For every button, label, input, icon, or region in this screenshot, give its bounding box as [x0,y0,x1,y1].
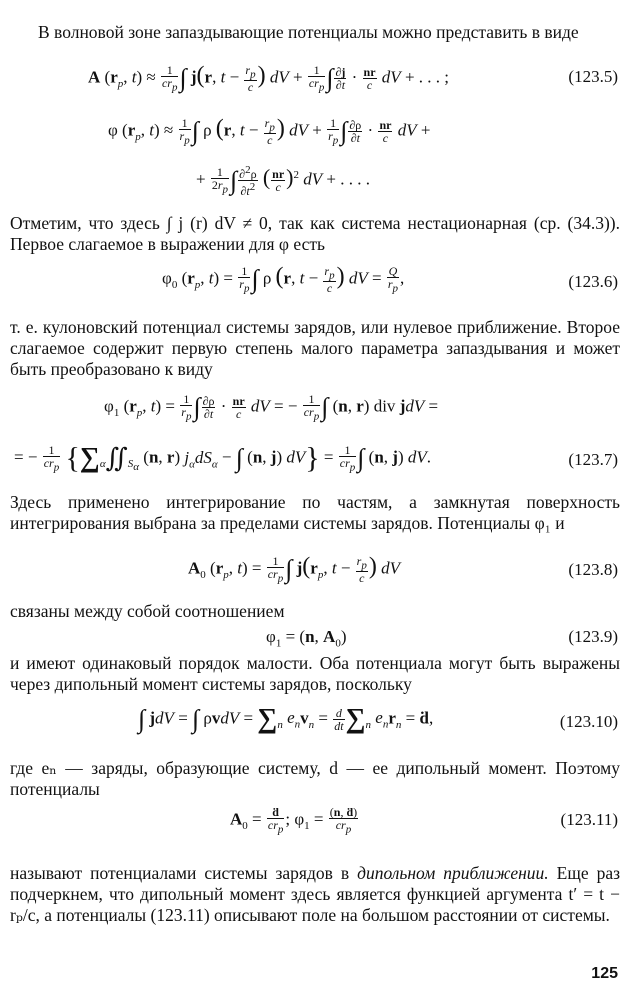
paragraph-dipole-approx-part2: Еще раз подчеркнем, что дипольный момент здесь является функцией аргумента t′ = t − rₚ/c, а потенциалы (123.11) описывают поле на большом расстоянии от системы. [10,863,621,925]
equation-number-123-10: (123.10) [559,712,618,731]
paragraph-intro: В волновой зоне запаздывающие потенциалы можно представить в виде [38,22,579,42]
paragraph-dipole-moment: и имеют одинаковый порядок малости. Оба потенциала могут быть выражены через дипольный момент системы зарядов, поскольку [10,653,620,694]
equation-number-123-9: (123.9) [568,627,618,646]
equation-123-11: $A_0$ = $\frac{\text{ḋ}}{cr_p}$ ; $\varphi_1$ = $\frac{\text{(n, ḋ)}}{cr_p}$ [230,805,358,836]
paragraph-integration-parts: Здесь применено интегрирование по частям, а замкнутая поверхность интегрирования выбрана за пределами системы зарядов. Потенциалы φ₁ и [10,492,620,533]
equation-123-8: $A_0$ ($r_p$, t) = $\frac{1}{cr_p}$ ∫ $j(r_p$, t − $\frac{r_p}{c}$ ) dV [188,553,400,586]
paragraph-charges: где eₙ — заряды, образующие систему, d — ее дипольный момент. Поэтому потенциалы [10,758,620,799]
paragraph-note-current: Отметим, что здесь ∫ j (r) dV ≠ 0, так как система нестационарная (ср. (34.3)). Первое слагаемое в выражении для φ есть [10,213,620,254]
equation-123-9: $\varphi_1 = (n$, $A_0$) [266,627,347,650]
paragraph-dipole-approx [10,863,620,926]
paragraph-relation: связаны между собой соотношением [10,601,285,621]
equation-number-123-7: (123.7) [568,450,618,469]
equation-number-123-11: (123.11) [560,810,618,829]
paragraph-dipole-approx-part1: называют потенциалами системы зарядов в [10,863,358,883]
equation-123-5-line3: + $\frac{1}{2r_p}$ ∫ $\frac{\partial^2\rho}{\partial t^2}$ ( $\frac{nr}{c}$ )$^2$ dV + . . . . [196,164,370,199]
equation-123-5-line1: A ($r_p$, t) ≈ $\frac{1}{cr_p}$ ∫ j(r, t − $\frac{r_p}{c}$ ) dV + $\frac{1}{cr_p}$ ∫ $\frac{\partial j}{\partial t}$ · $\frac{nr}{c}$ dV + . . . ; [88,62,449,95]
equation-123-5-line2: φ ($r_p$, t) ≈ $\frac{1}{r_p}$ ∫ ρ (r, t − $\frac{r_p}{c}$ ) dV + $\frac{1}{r_p}$ ∫ $\frac{\partial\rho}{\partial t}$ · $\frac{nr}{c}$ dV + [108,115,431,148]
page-number: 125 [591,965,618,982]
dipole-approximation-term: дипольном приближении. [357,863,549,883]
equation-123-6: $\varphi_0$ ($r_p$, t) = $\frac{1}{r_p}$ ∫ ρ (r, t − $\frac{r_p}{c}$ ) dV = $\frac{Q}{r_p}$ , [162,263,405,296]
paragraph-coulomb: т. е. кулоновский потенциал системы зарядов, или нулевое приближение. Второе слагаемое содержит первую степень малого параметра запаздывания и может быть преобразовано к виду [10,317,620,379]
equation-number-123-8: (123.8) [568,560,618,579]
equation-number-123-6: (123.6) [568,272,618,291]
equation-123-7-line1: $\varphi_1$ ($r_p$, t) = $\frac{1}{r_p}$ ∫ $\frac{\partial\rho}{\partial t}$ · $\frac{nr}{c}$ dV = − $\frac{1}{cr_p}$ ∫ (n, r) div jdV = [104,392,439,423]
equation-123-10: ∫ jdV = ∫ $\rho vdV = \sum_n$ $e_nv_n$ = $\frac{d}{dt}$ $\sum_n$ $e_nr_n$ = ḋ, [138,703,434,735]
equation-123-7-line2: = − $\frac{1}{cr_p}$ {$\sum_\alpha∬_{S_\alpha}$ (n, r) $j_\alpha dS_\alpha$ − ∫ (n, j) dV} = $\frac{1}{cr_p}$ ∫ (n, j) dV. [14,441,432,475]
equation-number-123-5: (123.5) [568,67,618,86]
